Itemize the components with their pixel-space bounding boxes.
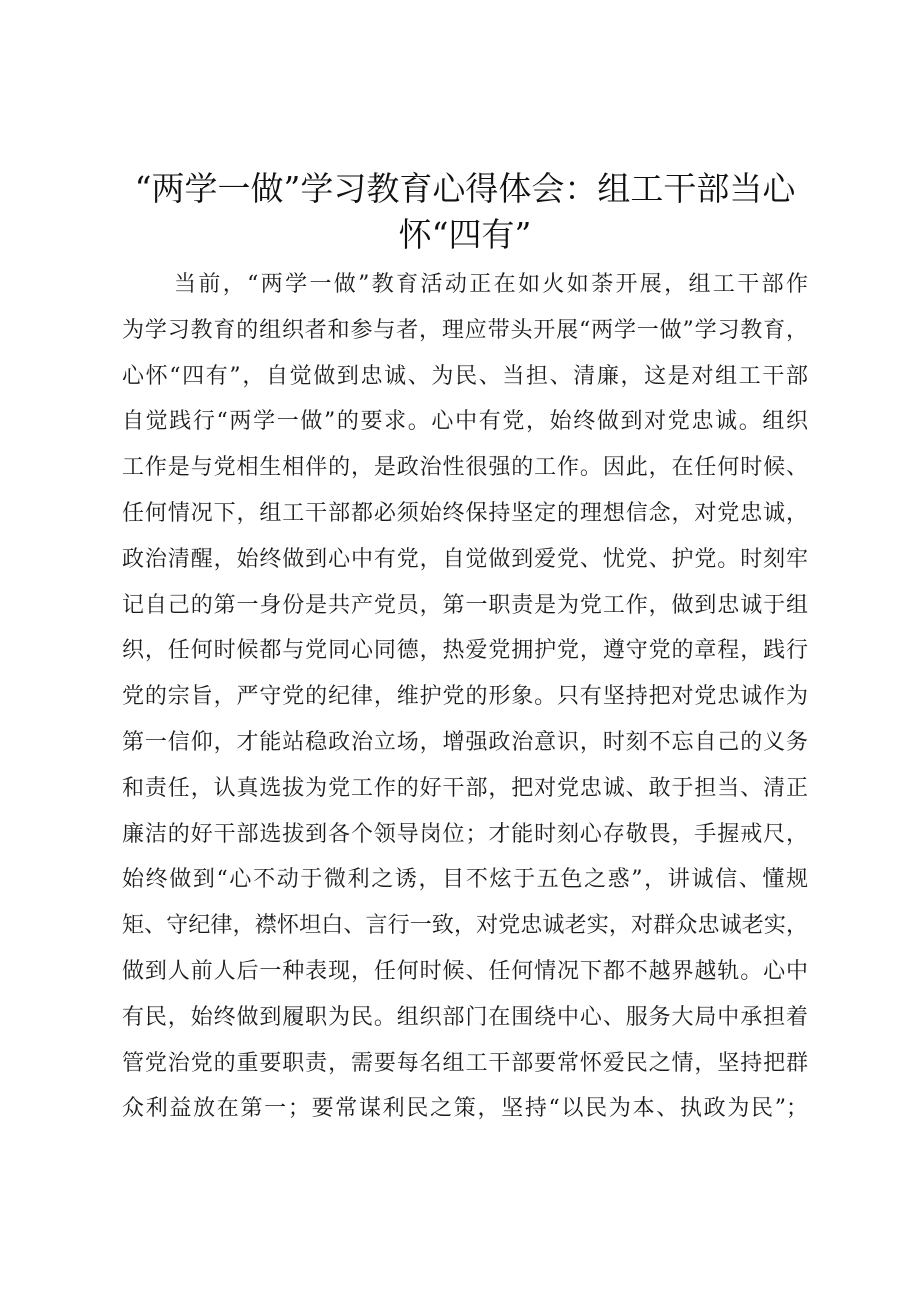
title-line-2: 怀“四有” xyxy=(398,215,532,254)
body-line-14: 始终做到“心不动于微利之诱，目不炫于五色之惑”，讲诚信、懂规 xyxy=(122,867,808,893)
body-line-17: 有民，始终做到履职为民。组织部门在围绕中心、服务大局中承担着 xyxy=(122,1004,808,1030)
body-line-9: 织，任何时候都与党同心同德，热爱党拥护党，遵守党的章程，践行 xyxy=(122,638,808,664)
body-line-4: 自觉践行“两学一做”的要求。心中有党，始终做到对党忠诚。组织 xyxy=(122,409,808,435)
body-line-5: 工作是与党相生相伴的，是政治性很强的工作。因此，在任何时候、 xyxy=(122,455,808,481)
body-line-6: 任何情况下，组工干部都必须始终保持坚定的理想信念，对党忠诚， xyxy=(122,500,808,526)
body-line-3: 心怀“四有”，自觉做到忠诚、为民、当担、清廉，这是对组工干部 xyxy=(122,363,808,389)
body-paragraph xyxy=(122,262,808,1132)
body-line-12: 和责任，认真选拔为党工作的好干部，把对党忠诚、敢于担当、清正 xyxy=(122,775,808,801)
body-line-7: 政治清醒，始终做到心中有党，自觉做到爱党、忧党、护党。时刻牢 xyxy=(122,546,808,572)
body-line-10: 党的宗旨，严守党的纪律，维护党的形象。只有坚持把对党忠诚作为 xyxy=(122,684,808,710)
body-line-8: 记自己的第一身份是共产党员，第一职责是为党工作，做到忠诚于组 xyxy=(122,592,808,618)
body-line-18: 管党治党的重要职责，需要每名组工干部要常怀爱民之情，坚持把群 xyxy=(122,1050,808,1076)
body-line-1: 当前，“两学一做”教育活动正在如火如荼开展，组工干部作 xyxy=(174,272,808,297)
body-line-16: 做到人前人后一种表现，任何时候、任何情况下都不越界越轨。心中 xyxy=(122,958,808,984)
body-line-2: 为学习教育的组织者和参与者，理应带头开展“两学一做”学习教育， xyxy=(122,317,808,343)
document-title xyxy=(120,166,810,258)
title-line-1: “两学一做”学习教育心得体会：组工干部当心 xyxy=(134,169,796,208)
body-line-11: 第一信仰，才能站稳政治立场，增强政治意识，时刻不忘自己的义务 xyxy=(122,729,808,755)
body-line-15: 矩、守纪律，襟怀坦白、言行一致，对党忠诚老实，对群众忠诚老实， xyxy=(122,913,808,939)
body-line-19: 众利益放在第一；要常谋利民之策，坚持“以民为本、执政为民”； xyxy=(122,1096,808,1122)
body-line-13: 廉洁的好干部选拔到各个领导岗位；才能时刻心存敬畏，手握戒尺， xyxy=(122,821,808,847)
